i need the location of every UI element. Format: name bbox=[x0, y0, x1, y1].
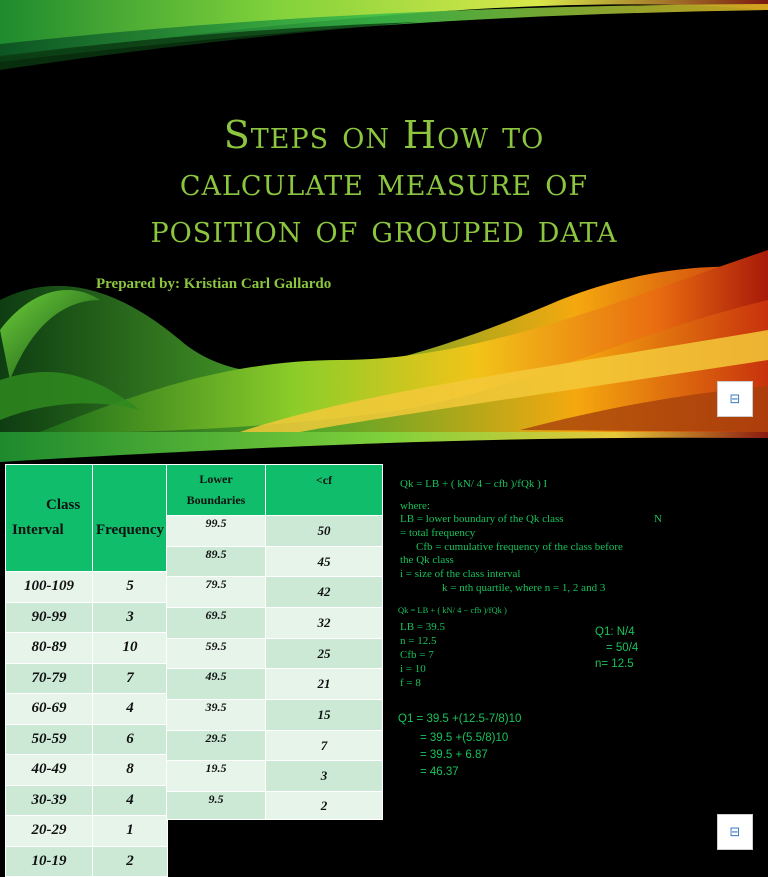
table-row bbox=[6, 633, 168, 664]
frequency-cell: 2 bbox=[93, 846, 168, 877]
quartile-formula: Qk = LB + ( kN/ 4 − cfb )/fQk ) I bbox=[400, 478, 548, 490]
class-interval-cell: 80-89 bbox=[6, 633, 93, 664]
slide-title bbox=[60, 112, 708, 253]
lower-boundary-cell: 59.5 bbox=[167, 639, 266, 669]
title-line-1: Steps on How to bbox=[223, 113, 545, 157]
cumulative-frequency-cell: 25 bbox=[266, 639, 383, 669]
slide-nav-button[interactable] bbox=[717, 381, 753, 417]
value-lb: LB = 39.5 bbox=[400, 621, 446, 633]
q1-position-line1: Q1: N/4 bbox=[595, 626, 635, 638]
lower-boundary-cell: 99.5 bbox=[167, 516, 266, 547]
class-frequency-table bbox=[5, 464, 168, 877]
value-cfb: Cfb = 7 bbox=[400, 649, 434, 661]
title-line-3: position of grouped data bbox=[150, 207, 618, 251]
lower-boundary-cell: 29.5 bbox=[167, 731, 266, 761]
cumulative-frequency-cell: 3 bbox=[266, 761, 383, 792]
value-i: i = 10 bbox=[400, 663, 426, 675]
table-row bbox=[6, 602, 168, 633]
slide-nav-icon: ⊟ bbox=[729, 391, 741, 407]
table-row bbox=[167, 700, 383, 731]
header-class-interval bbox=[6, 465, 93, 572]
title-line-2: calculate measure of bbox=[179, 160, 589, 204]
calc-line1: Q1 = 39.5 +(12.5-7/8)10 bbox=[398, 713, 522, 725]
frequency-cell: 8 bbox=[93, 755, 168, 786]
table-row bbox=[6, 785, 168, 816]
calc-line3: = 39.5 + 6.87 bbox=[420, 749, 488, 761]
header-lower-boundaries bbox=[167, 465, 266, 516]
lower-boundary-cell: 69.5 bbox=[167, 608, 266, 639]
q1-position-line2: = 50/4 bbox=[606, 642, 639, 654]
cumulative-frequency-cell: 32 bbox=[266, 608, 383, 639]
cfb-definition: Cfb = cumulative frequency of the class before bbox=[416, 541, 623, 553]
frequency-cell: 10 bbox=[93, 633, 168, 664]
lower-boundary-cell: 19.5 bbox=[167, 761, 266, 792]
table-row bbox=[6, 663, 168, 694]
class-interval-cell: 100-109 bbox=[6, 572, 93, 603]
where-label: where: bbox=[400, 500, 430, 512]
cumulative-frequency-cell: 50 bbox=[266, 516, 383, 547]
table-row bbox=[167, 731, 383, 761]
class-interval-cell: 30-39 bbox=[6, 785, 93, 816]
frequency-cell: 6 bbox=[93, 724, 168, 755]
table-row bbox=[6, 846, 168, 877]
cumulative-frequency-cell: 2 bbox=[266, 792, 383, 820]
calc-line2: = 39.5 +(5.5/8)10 bbox=[420, 732, 509, 744]
header-cf: <cf bbox=[266, 465, 383, 516]
table-row bbox=[6, 694, 168, 725]
header-lower-label: Lower bbox=[199, 472, 233, 486]
lower-boundary-cell: 49.5 bbox=[167, 669, 266, 700]
table-row bbox=[167, 577, 383, 608]
frequency-cell: 4 bbox=[93, 694, 168, 725]
table-row bbox=[167, 547, 383, 577]
slide-nav-button-2[interactable] bbox=[717, 814, 753, 850]
cumulative-frequency-cell: 21 bbox=[266, 669, 383, 700]
boundaries-cf-table bbox=[166, 464, 383, 820]
class-interval-cell: 20-29 bbox=[6, 816, 93, 847]
q1-position-line3: n= 12.5 bbox=[595, 658, 634, 670]
frequency-cell: 5 bbox=[93, 572, 168, 603]
lower-boundary-cell: 79.5 bbox=[167, 577, 266, 608]
slide-nav-icon: ⊟ bbox=[729, 824, 741, 840]
cumulative-frequency-cell: 42 bbox=[266, 577, 383, 608]
table-header-row bbox=[167, 465, 383, 516]
table-row bbox=[167, 608, 383, 639]
author-byline: Prepared by: Kristian Carl Gallardo bbox=[96, 276, 332, 292]
cfb-definition-cont: the Qk class bbox=[400, 554, 454, 566]
header-interval-label: Interval bbox=[12, 522, 64, 538]
table-row bbox=[167, 669, 383, 700]
header-class-label: Class bbox=[46, 497, 81, 513]
lower-boundary-cell: 89.5 bbox=[167, 547, 266, 577]
frequency-cell: 7 bbox=[93, 663, 168, 694]
lower-boundary-cell: 39.5 bbox=[167, 700, 266, 731]
cumulative-frequency-cell: 15 bbox=[266, 700, 383, 731]
title-slide bbox=[0, 0, 768, 432]
quartile-formula-small: Qk = LB + ( kN/ 4 − cfb )/fQk ) bbox=[398, 605, 507, 615]
i-definition: i = size of the class interval bbox=[400, 568, 521, 580]
table-header-row bbox=[6, 465, 168, 572]
header-frequency: Frequency bbox=[93, 465, 168, 572]
n-letter: N bbox=[654, 513, 662, 525]
class-interval-cell: 50-59 bbox=[6, 724, 93, 755]
class-interval-cell: 40-49 bbox=[6, 755, 93, 786]
frequency-cell: 1 bbox=[93, 816, 168, 847]
n-definition: = total frequency bbox=[400, 527, 476, 539]
value-n: n = 12.5 bbox=[400, 635, 437, 647]
table-row bbox=[6, 816, 168, 847]
frequency-cell: 3 bbox=[93, 602, 168, 633]
table-row bbox=[167, 792, 383, 820]
cumulative-frequency-cell: 45 bbox=[266, 547, 383, 577]
table-row bbox=[6, 572, 168, 603]
cumulative-frequency-cell: 7 bbox=[266, 731, 383, 761]
header-boundaries-label: Boundaries bbox=[186, 493, 246, 507]
table-row bbox=[6, 724, 168, 755]
value-f: f = 8 bbox=[400, 677, 421, 689]
lb-definition: LB = lower boundary of the Qk class bbox=[400, 513, 564, 525]
lower-boundary-cell: 9.5 bbox=[167, 792, 266, 820]
class-interval-cell: 60-69 bbox=[6, 694, 93, 725]
table-row bbox=[6, 755, 168, 786]
table-row bbox=[167, 761, 383, 792]
table-row bbox=[167, 639, 383, 669]
calc-line4: = 46.37 bbox=[420, 766, 459, 778]
frequency-cell: 4 bbox=[93, 785, 168, 816]
class-interval-cell: 10-19 bbox=[6, 846, 93, 877]
table-row bbox=[167, 516, 383, 547]
class-interval-cell: 90-99 bbox=[6, 602, 93, 633]
k-definition: k = nth quartile, where n = 1, 2 and 3 bbox=[442, 582, 606, 594]
class-interval-cell: 70-79 bbox=[6, 663, 93, 694]
